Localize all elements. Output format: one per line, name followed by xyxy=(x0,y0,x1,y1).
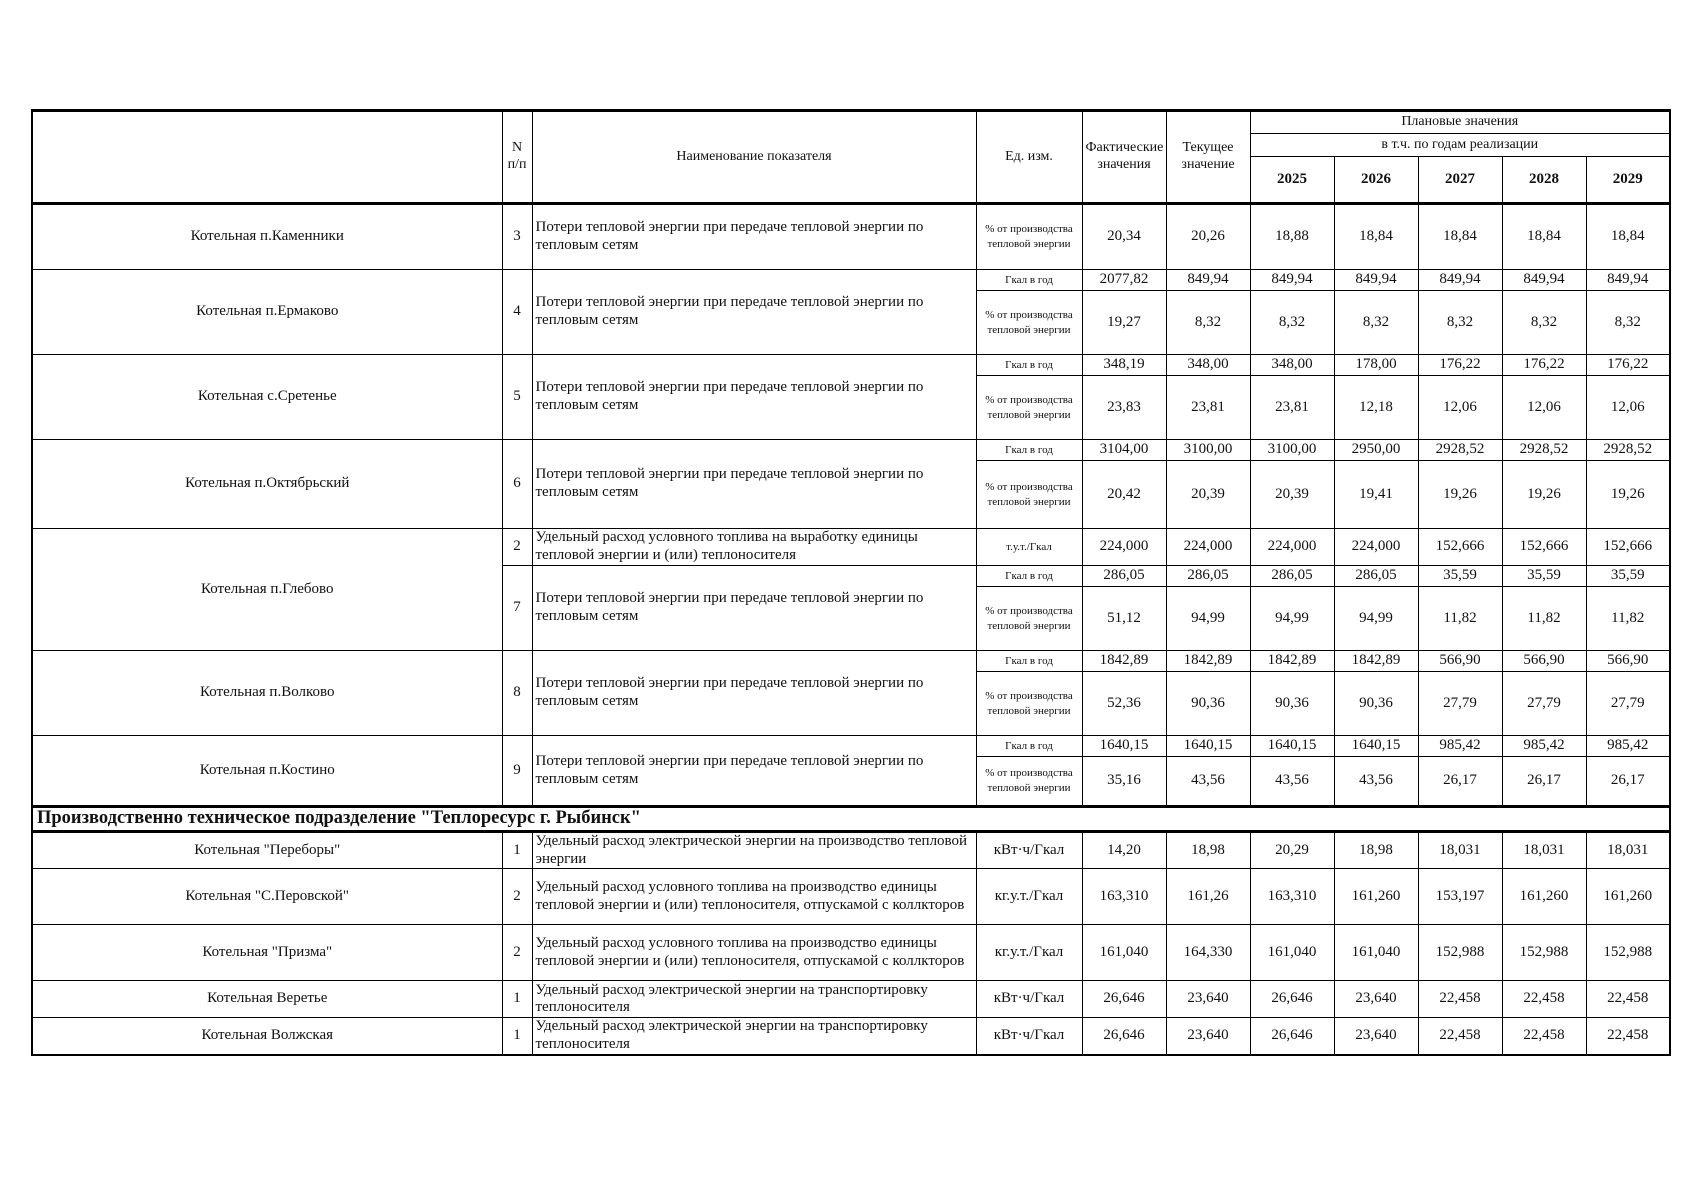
facility-name: Котельная Волжская xyxy=(32,1018,502,1055)
value-cell: 35,16 xyxy=(1082,757,1166,807)
value-cell: 19,27 xyxy=(1082,291,1166,355)
value-cell: 161,040 xyxy=(1082,925,1166,981)
value-cell: 985,42 xyxy=(1418,736,1502,757)
value-cell: 152,988 xyxy=(1418,925,1502,981)
value-cell: 286,05 xyxy=(1082,566,1166,587)
value-cell: 26,17 xyxy=(1586,757,1670,807)
value-cell: 8,32 xyxy=(1586,291,1670,355)
value-cell: 849,94 xyxy=(1502,270,1586,291)
value-cell: 20,29 xyxy=(1250,831,1334,868)
header-unit: Ед. изм. xyxy=(976,111,1082,204)
value-cell: 51,12 xyxy=(1082,587,1166,651)
value-cell: 26,646 xyxy=(1250,981,1334,1018)
value-cell: 11,82 xyxy=(1502,587,1586,651)
row-number: 2 xyxy=(502,869,532,925)
value-cell: 224,000 xyxy=(1250,529,1334,566)
value-cell: 161,260 xyxy=(1334,869,1418,925)
value-cell: 43,56 xyxy=(1250,757,1334,807)
value-cell: 26,17 xyxy=(1418,757,1502,807)
indicator-name: Удельный расход условного топлива на выработку единицы тепловой энергии и (или) теплоносителя xyxy=(532,529,976,566)
unit-cell: кг.у.т./Гкал xyxy=(976,925,1082,981)
value-cell: 1640,15 xyxy=(1082,736,1166,757)
value-cell: 161,040 xyxy=(1250,925,1334,981)
table-row xyxy=(32,204,1670,270)
value-cell: 178,00 xyxy=(1334,355,1418,376)
value-cell: 23,81 xyxy=(1166,376,1250,440)
value-cell: 18,031 xyxy=(1586,831,1670,868)
value-cell: 20,26 xyxy=(1166,204,1250,270)
indicator-name: Удельный расход условного топлива на производство единицы тепловой энергии и (или) теплоносителя, отпускамой с коллкторов xyxy=(532,869,976,925)
table-row xyxy=(32,925,1670,981)
row-number: 4 xyxy=(502,270,532,355)
row-number: 1 xyxy=(502,1018,532,1055)
table-row xyxy=(32,831,1670,868)
table-row xyxy=(32,651,1670,672)
table-row xyxy=(32,440,1670,461)
value-cell: 18,88 xyxy=(1250,204,1334,270)
header-num: N п/п xyxy=(502,111,532,204)
indicator-name: Удельный расход электрической энергии на транспортировку теплоносителя xyxy=(532,1018,976,1055)
value-cell: 19,41 xyxy=(1334,461,1418,529)
value-cell: 8,32 xyxy=(1334,291,1418,355)
value-cell: 11,82 xyxy=(1586,587,1670,651)
value-cell: 90,36 xyxy=(1250,672,1334,736)
table-header xyxy=(32,111,1670,204)
value-cell: 52,36 xyxy=(1082,672,1166,736)
value-cell: 35,59 xyxy=(1418,566,1502,587)
value-cell: 18,84 xyxy=(1418,204,1502,270)
value-cell: 224,000 xyxy=(1166,529,1250,566)
row-number: 1 xyxy=(502,831,532,868)
row-number: 2 xyxy=(502,529,532,566)
value-cell: 348,00 xyxy=(1166,355,1250,376)
value-cell: 23,81 xyxy=(1250,376,1334,440)
value-cell: 3100,00 xyxy=(1250,440,1334,461)
value-cell: 27,79 xyxy=(1502,672,1586,736)
value-cell: 8,32 xyxy=(1250,291,1334,355)
value-cell: 176,22 xyxy=(1418,355,1502,376)
value-cell: 152,666 xyxy=(1418,529,1502,566)
header-year: 2029 xyxy=(1586,157,1670,204)
indicator-name: Потери тепловой энергии при передаче тепловой энергии по тепловым сетям xyxy=(532,651,976,736)
row-number: 6 xyxy=(502,440,532,529)
value-cell: 18,84 xyxy=(1502,204,1586,270)
value-cell: 23,640 xyxy=(1166,981,1250,1018)
row-number: 9 xyxy=(502,736,532,807)
value-cell: 161,26 xyxy=(1166,869,1250,925)
value-cell: 2928,52 xyxy=(1586,440,1670,461)
indicator-name: Удельный расход электрической энергии на транспортировку теплоносителя xyxy=(532,981,976,1018)
value-cell: 20,34 xyxy=(1082,204,1166,270)
table-row xyxy=(32,736,1670,757)
table-row xyxy=(32,1018,1670,1055)
value-cell: 224,000 xyxy=(1082,529,1166,566)
unit-cell: % от производства тепловой энергии xyxy=(976,672,1082,736)
value-cell: 22,458 xyxy=(1586,1018,1670,1055)
row-number: 8 xyxy=(502,651,532,736)
value-cell: 27,79 xyxy=(1418,672,1502,736)
unit-cell: кВт·ч/Гкал xyxy=(976,1018,1082,1055)
value-cell: 18,84 xyxy=(1586,204,1670,270)
value-cell: 2928,52 xyxy=(1502,440,1586,461)
value-cell: 152,666 xyxy=(1502,529,1586,566)
value-cell: 19,26 xyxy=(1586,461,1670,529)
section-body xyxy=(32,807,1670,1055)
value-cell: 1842,89 xyxy=(1082,651,1166,672)
value-cell: 224,000 xyxy=(1334,529,1418,566)
header-year: 2025 xyxy=(1250,157,1334,204)
section-title: Производственно техническое подразделение "Теплоресурс г. Рыбинск" xyxy=(32,807,1670,832)
value-cell: 12,18 xyxy=(1334,376,1418,440)
value-cell: 18,031 xyxy=(1418,831,1502,868)
row-number: 7 xyxy=(502,566,532,651)
value-cell: 8,32 xyxy=(1418,291,1502,355)
section-row xyxy=(32,807,1670,832)
value-cell: 12,06 xyxy=(1418,376,1502,440)
value-cell: 161,260 xyxy=(1586,869,1670,925)
value-cell: 27,79 xyxy=(1586,672,1670,736)
value-cell: 176,22 xyxy=(1502,355,1586,376)
value-cell: 20,39 xyxy=(1250,461,1334,529)
value-cell: 18,031 xyxy=(1502,831,1586,868)
value-cell: 348,00 xyxy=(1250,355,1334,376)
value-cell: 18,98 xyxy=(1166,831,1250,868)
value-cell: 8,32 xyxy=(1502,291,1586,355)
value-cell: 164,330 xyxy=(1166,925,1250,981)
value-cell: 26,646 xyxy=(1250,1018,1334,1055)
value-cell: 2928,52 xyxy=(1418,440,1502,461)
unit-cell: % от производства тепловой энергии xyxy=(976,376,1082,440)
table-row xyxy=(32,270,1670,291)
facility-name: Котельная п.Октябрьский xyxy=(32,440,502,529)
unit-cell: Гкал в год xyxy=(976,566,1082,587)
value-cell: 1842,89 xyxy=(1250,651,1334,672)
row-number: 1 xyxy=(502,981,532,1018)
value-cell: 18,98 xyxy=(1334,831,1418,868)
row-number: 5 xyxy=(502,355,532,440)
facility-name: Котельная п.Каменники xyxy=(32,204,502,270)
value-cell: 849,94 xyxy=(1334,270,1418,291)
value-cell: 1842,89 xyxy=(1166,651,1250,672)
header-year: 2026 xyxy=(1334,157,1418,204)
value-cell: 43,56 xyxy=(1166,757,1250,807)
header-year: 2028 xyxy=(1502,157,1586,204)
unit-cell: Гкал в год xyxy=(976,651,1082,672)
value-cell: 566,90 xyxy=(1418,651,1502,672)
value-cell: 19,26 xyxy=(1502,461,1586,529)
unit-cell: т.у.т./Гкал xyxy=(976,529,1082,566)
value-cell: 94,99 xyxy=(1166,587,1250,651)
value-cell: 18,84 xyxy=(1334,204,1418,270)
facility-name: Котельная Веретье xyxy=(32,981,502,1018)
header-by-years: в т.ч. по годам реализации xyxy=(1250,134,1670,157)
value-cell: 566,90 xyxy=(1586,651,1670,672)
table-row xyxy=(32,529,1670,566)
facility-name: Котельная п.Ермаково xyxy=(32,270,502,355)
indicator-name: Потери тепловой энергии при передаче тепловой энергии по тепловым сетям xyxy=(532,566,976,651)
value-cell: 163,310 xyxy=(1250,869,1334,925)
value-cell: 23,640 xyxy=(1166,1018,1250,1055)
value-cell: 14,20 xyxy=(1082,831,1166,868)
value-cell: 35,59 xyxy=(1586,566,1670,587)
value-cell: 20,42 xyxy=(1082,461,1166,529)
value-cell: 94,99 xyxy=(1334,587,1418,651)
facility-name: Котельная "С.Перовской" xyxy=(32,869,502,925)
indicators-table xyxy=(31,109,1671,1056)
header-current: Текущее значение xyxy=(1166,111,1250,204)
unit-cell: Гкал в год xyxy=(976,270,1082,291)
row-number: 3 xyxy=(502,204,532,270)
facility-name: Котельная "Переборы" xyxy=(32,831,502,868)
header-planned: Плановые значения xyxy=(1250,111,1670,134)
value-cell: 22,458 xyxy=(1502,981,1586,1018)
value-cell: 43,56 xyxy=(1334,757,1418,807)
facility-name: Котельная п.Глебово xyxy=(32,529,502,651)
value-cell: 286,05 xyxy=(1166,566,1250,587)
value-cell: 176,22 xyxy=(1586,355,1670,376)
value-cell: 2077,82 xyxy=(1082,270,1166,291)
value-cell: 19,26 xyxy=(1418,461,1502,529)
unit-cell: % от производства тепловой энергии xyxy=(976,291,1082,355)
value-cell: 1640,15 xyxy=(1166,736,1250,757)
indicator-name: Удельный расход электрической энергии на производство тепловой энергии xyxy=(532,831,976,868)
facility-name: Котельная с.Сретенье xyxy=(32,355,502,440)
value-cell: 152,988 xyxy=(1502,925,1586,981)
value-cell: 90,36 xyxy=(1166,672,1250,736)
row-number: 2 xyxy=(502,925,532,981)
value-cell: 22,458 xyxy=(1502,1018,1586,1055)
header-year: 2027 xyxy=(1418,157,1502,204)
value-cell: 849,94 xyxy=(1418,270,1502,291)
value-cell: 23,83 xyxy=(1082,376,1166,440)
facility-name: Котельная "Призма" xyxy=(32,925,502,981)
value-cell: 35,59 xyxy=(1502,566,1586,587)
value-cell: 566,90 xyxy=(1502,651,1586,672)
indicator-name: Удельный расход условного топлива на производство единицы тепловой энергии и (или) теплоносителя, отпускамой с коллкторов xyxy=(532,925,976,981)
unit-cell: Гкал в год xyxy=(976,355,1082,376)
table-row xyxy=(32,355,1670,376)
unit-cell: Гкал в год xyxy=(976,440,1082,461)
value-cell: 985,42 xyxy=(1586,736,1670,757)
indicator-name: Потери тепловой энергии при передаче тепловой энергии по тепловым сетям xyxy=(532,270,976,355)
value-cell: 26,646 xyxy=(1082,981,1166,1018)
value-cell: 26,646 xyxy=(1082,1018,1166,1055)
value-cell: 985,42 xyxy=(1502,736,1586,757)
value-cell: 161,040 xyxy=(1334,925,1418,981)
value-cell: 152,666 xyxy=(1586,529,1670,566)
value-cell: 12,06 xyxy=(1586,376,1670,440)
value-cell: 286,05 xyxy=(1334,566,1418,587)
value-cell: 23,640 xyxy=(1334,981,1418,1018)
value-cell: 3100,00 xyxy=(1166,440,1250,461)
value-cell: 849,94 xyxy=(1586,270,1670,291)
value-cell: 1842,89 xyxy=(1334,651,1418,672)
value-cell: 2950,00 xyxy=(1334,440,1418,461)
facility-name: Котельная п.Костино xyxy=(32,736,502,807)
value-cell: 26,17 xyxy=(1502,757,1586,807)
value-cell: 22,458 xyxy=(1418,981,1502,1018)
value-cell: 153,197 xyxy=(1418,869,1502,925)
header-actual: Фактические значения xyxy=(1082,111,1166,204)
value-cell: 3104,00 xyxy=(1082,440,1166,461)
value-cell: 1640,15 xyxy=(1250,736,1334,757)
table-row xyxy=(32,869,1670,925)
value-cell: 348,19 xyxy=(1082,355,1166,376)
value-cell: 286,05 xyxy=(1250,566,1334,587)
value-cell: 12,06 xyxy=(1502,376,1586,440)
table-body xyxy=(32,204,1670,807)
value-cell: 1640,15 xyxy=(1334,736,1418,757)
value-cell: 22,458 xyxy=(1418,1018,1502,1055)
value-cell: 94,99 xyxy=(1250,587,1334,651)
facility-name: Котельная п.Волково xyxy=(32,651,502,736)
unit-cell: % от производства тепловой энергии xyxy=(976,461,1082,529)
unit-cell: % от производства тепловой энергии xyxy=(976,204,1082,270)
indicator-name: Потери тепловой энергии при передаче тепловой энергии по тепловым сетям xyxy=(532,440,976,529)
unit-cell: кВт·ч/Гкал xyxy=(976,831,1082,868)
unit-cell: % от производства тепловой энергии xyxy=(976,587,1082,651)
value-cell: 22,458 xyxy=(1586,981,1670,1018)
value-cell: 849,94 xyxy=(1250,270,1334,291)
unit-cell: Гкал в год xyxy=(976,736,1082,757)
unit-cell: кВт·ч/Гкал xyxy=(976,981,1082,1018)
header-empty-cell xyxy=(32,111,502,204)
header-indicator: Наименование показателя xyxy=(532,111,976,204)
value-cell: 8,32 xyxy=(1166,291,1250,355)
table-row xyxy=(32,981,1670,1018)
value-cell: 90,36 xyxy=(1334,672,1418,736)
value-cell: 161,260 xyxy=(1502,869,1586,925)
value-cell: 163,310 xyxy=(1082,869,1166,925)
unit-cell: кг.у.т./Гкал xyxy=(976,869,1082,925)
value-cell: 20,39 xyxy=(1166,461,1250,529)
indicator-name: Потери тепловой энергии при передаче тепловой энергии по тепловым сетям xyxy=(532,355,976,440)
value-cell: 11,82 xyxy=(1418,587,1502,651)
value-cell: 152,988 xyxy=(1586,925,1670,981)
value-cell: 23,640 xyxy=(1334,1018,1418,1055)
value-cell: 849,94 xyxy=(1166,270,1250,291)
indicator-name: Потери тепловой энергии при передаче тепловой энергии по тепловым сетям xyxy=(532,204,976,270)
indicator-name: Потери тепловой энергии при передаче тепловой энергии по тепловым сетям xyxy=(532,736,976,807)
unit-cell: % от производства тепловой энергии xyxy=(976,757,1082,807)
